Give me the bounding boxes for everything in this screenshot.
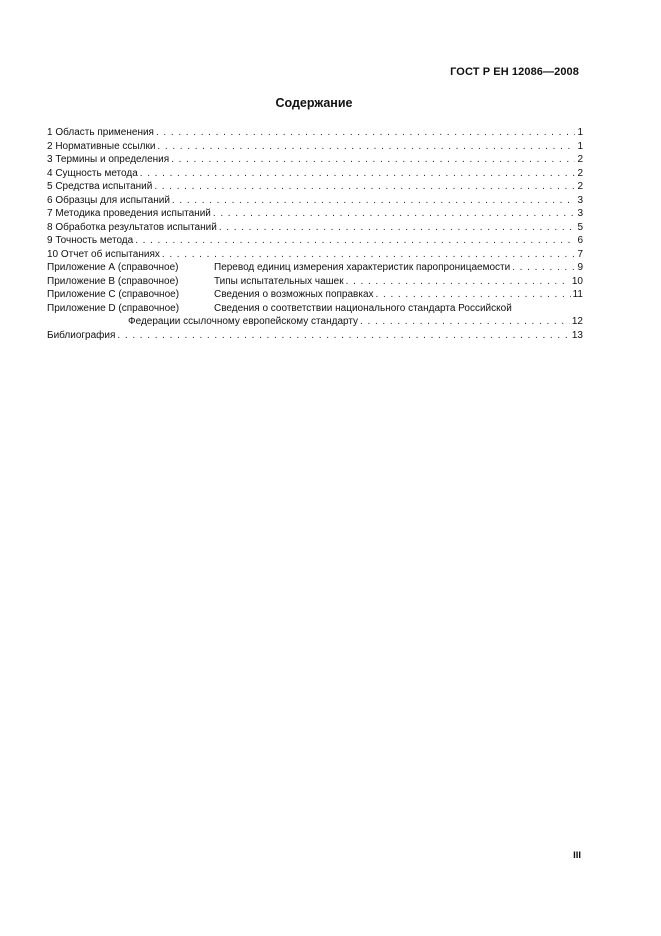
appendix-title-continued: Федерации ссылочному европейскому стандарту bbox=[128, 316, 359, 327]
toc-entry-label: 2 Нормативные ссылки bbox=[47, 140, 156, 152]
toc-entry[interactable] bbox=[47, 194, 583, 208]
document-code: ГОСТ Р ЕН 12086—2008 bbox=[450, 66, 579, 78]
toc-entry[interactable] bbox=[47, 221, 583, 235]
toc-entry-label: 9 Точность метода bbox=[47, 235, 134, 246]
dot-leader bbox=[157, 140, 575, 154]
toc-entry-page: 1 bbox=[577, 127, 583, 138]
toc-title: Содержание bbox=[275, 96, 353, 110]
toc-bibliography-entry[interactable] bbox=[47, 329, 583, 343]
toc-entry[interactable] bbox=[47, 126, 583, 140]
toc-entry-label: 6 Образцы для испытаний bbox=[47, 194, 170, 206]
appendix-prefix: Приложение В (справочное) bbox=[47, 275, 179, 287]
toc-entry-page: 10 bbox=[571, 275, 583, 287]
toc-entry-page: 12 bbox=[571, 316, 583, 327]
toc-entry-page: 2 bbox=[577, 154, 583, 165]
appendix-title: Типы испытательных чашек bbox=[214, 275, 344, 287]
dot-leader bbox=[162, 248, 576, 262]
toc-entry[interactable] bbox=[47, 180, 583, 194]
appendix-prefix: Приложение С (справочное) bbox=[47, 289, 180, 300]
toc-entry-label: 5 Средства испытаний bbox=[47, 181, 153, 192]
dot-leader bbox=[135, 234, 575, 248]
appendix-prefix: Приложение D (справочное) bbox=[47, 302, 180, 314]
dot-leader bbox=[376, 288, 571, 302]
toc-entry-page: 3 bbox=[577, 194, 583, 206]
toc-entry[interactable] bbox=[47, 234, 583, 248]
toc-entry-page: 7 bbox=[577, 248, 583, 260]
toc-entry-label: 1 Область применения bbox=[47, 127, 154, 138]
toc-entry-page: 2 bbox=[577, 167, 583, 179]
dot-leader bbox=[512, 261, 575, 275]
dot-leader bbox=[117, 329, 569, 343]
toc-entry-label: 7 Методика проведения испытаний bbox=[47, 208, 211, 219]
toc-entry-label: 3 Термины и определения bbox=[47, 154, 170, 165]
toc-entry[interactable] bbox=[47, 207, 583, 221]
toc-entry[interactable] bbox=[47, 248, 583, 262]
toc-entry-label: 8 Обработка результатов испытаний bbox=[47, 221, 217, 233]
dot-leader bbox=[172, 194, 576, 208]
toc-entry-page: 1 bbox=[577, 140, 583, 152]
toc-entry[interactable] bbox=[47, 153, 583, 167]
toc-entry-page: 2 bbox=[577, 181, 583, 192]
appendix-title: Сведения о соответствии национального стандарта Российской bbox=[214, 302, 512, 314]
toc-entry-page: 6 bbox=[577, 235, 583, 246]
toc-entry-page: 9 bbox=[577, 262, 583, 273]
toc-appendix-entry[interactable] bbox=[47, 261, 583, 275]
dot-leader bbox=[140, 167, 576, 181]
dot-leader bbox=[360, 315, 570, 329]
toc-appendix-entry[interactable] bbox=[47, 288, 583, 302]
appendix-title: Перевод единиц измерения характеристик паропроницаемости bbox=[214, 262, 511, 273]
appendix-prefix: Приложение А (справочное) bbox=[47, 262, 179, 273]
table-of-contents bbox=[47, 126, 583, 342]
dot-leader bbox=[171, 153, 575, 167]
bibliography-label: Библиография bbox=[47, 329, 116, 341]
toc-entry-label: 10 Отчет об испытаниях bbox=[47, 248, 160, 260]
toc-entry-page: 5 bbox=[577, 221, 583, 233]
dot-leader bbox=[346, 275, 570, 289]
dot-leader bbox=[154, 180, 575, 194]
toc-entry-page: 13 bbox=[571, 329, 583, 341]
toc-appendix-entry[interactable] bbox=[47, 302, 583, 329]
appendix-title: Сведения о возможных поправках bbox=[214, 289, 374, 300]
toc-entry[interactable] bbox=[47, 167, 583, 181]
dot-leader bbox=[213, 207, 576, 221]
toc-appendix-entry[interactable] bbox=[47, 275, 583, 289]
toc-entry-label: 4 Сущность метода bbox=[47, 167, 138, 179]
dot-leader bbox=[156, 126, 575, 140]
toc-entry[interactable] bbox=[47, 140, 583, 154]
toc-entry-page: 3 bbox=[577, 208, 583, 219]
page-number: III bbox=[573, 850, 581, 861]
toc-entry-page: 11 bbox=[572, 289, 583, 300]
dot-leader bbox=[219, 221, 576, 235]
